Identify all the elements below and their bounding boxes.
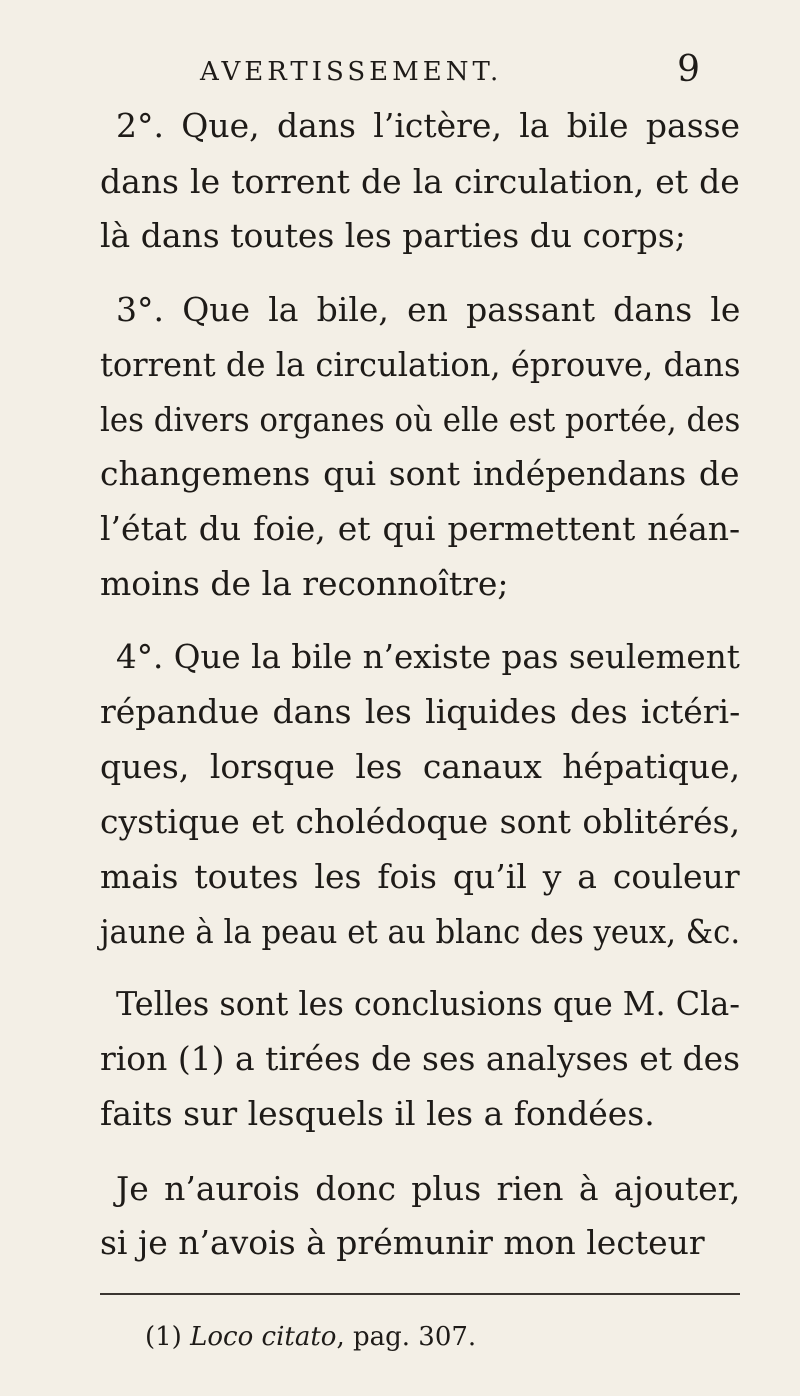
text-line: Telles sont les conclusions que M. Cla- xyxy=(116,984,741,1023)
text-line: l’état du foie, et qui permettent néan- xyxy=(100,509,741,548)
footnote-rule xyxy=(100,1293,740,1295)
text-line: mais toutes les fois qu’il y a couleur xyxy=(100,857,740,896)
text-line: répandue dans les liquides des ictéri- xyxy=(100,692,741,731)
footnote-page: , pag. 307. xyxy=(336,1322,477,1352)
text-line: rion (1) a tirées de ses analyses et des xyxy=(100,1039,741,1078)
text-line: 3°. Que la bile, en passant dans le xyxy=(116,290,741,329)
footnote-source: Loco citato xyxy=(190,1322,337,1352)
text-line: jaune à la peau et au blanc des yeux, &c. xyxy=(100,912,741,951)
text-line: changemens qui sont indépendans de xyxy=(100,454,740,493)
footnote-marker: (1) xyxy=(145,1322,182,1352)
footnote xyxy=(145,1318,476,1356)
text-line: 4°. Que la bile n’existe pas seulement xyxy=(116,637,740,676)
page-number: 9 xyxy=(677,49,700,90)
text-line: torrent de la circulation, éprouve, dans xyxy=(100,345,741,384)
text-line: dans le torrent de la circulation, et de xyxy=(100,162,740,201)
text-line: ques, lorsque les canaux hépatique, xyxy=(100,747,741,786)
text-line: faits sur lesquels il les a fondées. xyxy=(100,1094,655,1133)
running-head xyxy=(200,49,700,92)
text-line: les divers organes où elle est portée, des xyxy=(100,400,741,439)
text-line: moins de la reconnoître; xyxy=(100,564,509,603)
text-line: cystique et cholédoque sont oblitérés, xyxy=(100,802,741,841)
text-line: 2°. Que, dans l’ictère, la bile passe xyxy=(116,106,741,145)
text-line: là dans toutes les parties du corps; xyxy=(100,216,686,255)
text-line: si je n’avois à prémunir mon lecteur xyxy=(100,1223,705,1262)
text-line: Je n’aurois donc plus rien à ajouter, xyxy=(116,1169,741,1208)
running-title: AVERTISSEMENT. xyxy=(200,57,503,87)
